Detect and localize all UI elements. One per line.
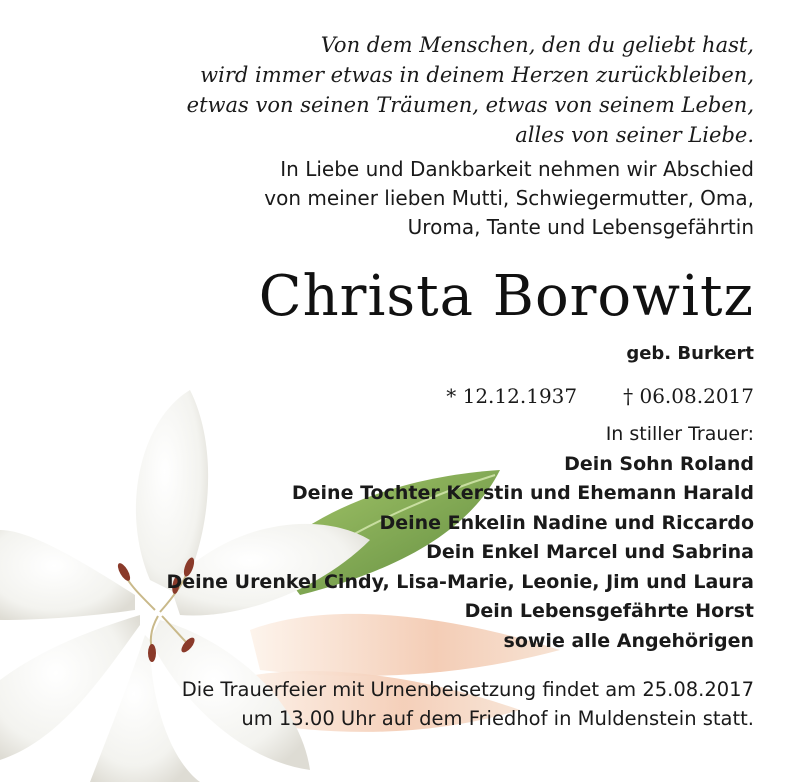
mourner-entry: Deine Tochter Kerstin und Ehemann Harald bbox=[291, 482, 754, 504]
mourner-entry: Dein Enkel Marcel und Sabrina bbox=[426, 541, 754, 563]
mourner-entry: Dein Sohn Roland bbox=[564, 452, 754, 475]
mourner-entry: Deine Enkelin Nadine und Riccardo bbox=[379, 511, 754, 534]
poem-verse bbox=[187, 30, 754, 150]
intro-line: Uroma, Tante und Lebensgefährtin bbox=[407, 215, 754, 239]
maiden-name: geb. Burkert bbox=[626, 343, 754, 364]
funeral-details bbox=[182, 675, 754, 733]
life-dates bbox=[446, 382, 754, 410]
mourner-entry: sowie alle Angehörigen bbox=[503, 629, 754, 652]
birth-date: * 12.12.1937 bbox=[446, 384, 578, 408]
mourner-entry: Dein Lebensgefährte Horst bbox=[464, 600, 754, 622]
poem-line: etwas von seinen Träumen, etwas von seinem Leben, bbox=[186, 93, 754, 117]
farewell-intro bbox=[264, 155, 754, 242]
funeral-line: Die Trauerfeier mit Urnenbeisetzung findet am 25.08.2017 bbox=[181, 678, 754, 701]
poem-line: alles von seiner Liebe. bbox=[515, 123, 754, 147]
death-date: † 06.08.2017 bbox=[623, 384, 754, 408]
intro-line: von meiner lieben Mutti, Schwiegermutter, Oma, bbox=[264, 186, 754, 210]
mourner-entry: Deine Urenkel Cindy, Lisa-Marie, Leonie, Jim und Laura bbox=[166, 570, 754, 593]
poem-line: Von dem Menschen, den du geliebt hast, bbox=[320, 33, 754, 57]
poem-line: wird immer etwas in deinem Herzen zurückbleiben, bbox=[200, 63, 754, 87]
intro-line: In Liebe und Dankbarkeit nehmen wir Abschied bbox=[280, 157, 754, 181]
mourners-list bbox=[166, 420, 754, 656]
mourners-heading: In stiller Trauer: bbox=[605, 423, 754, 445]
funeral-line: um 13.00 Uhr auf dem Friedhof in Muldenstein statt. bbox=[241, 707, 754, 730]
deceased-name: Christa Borowitz bbox=[258, 264, 754, 329]
